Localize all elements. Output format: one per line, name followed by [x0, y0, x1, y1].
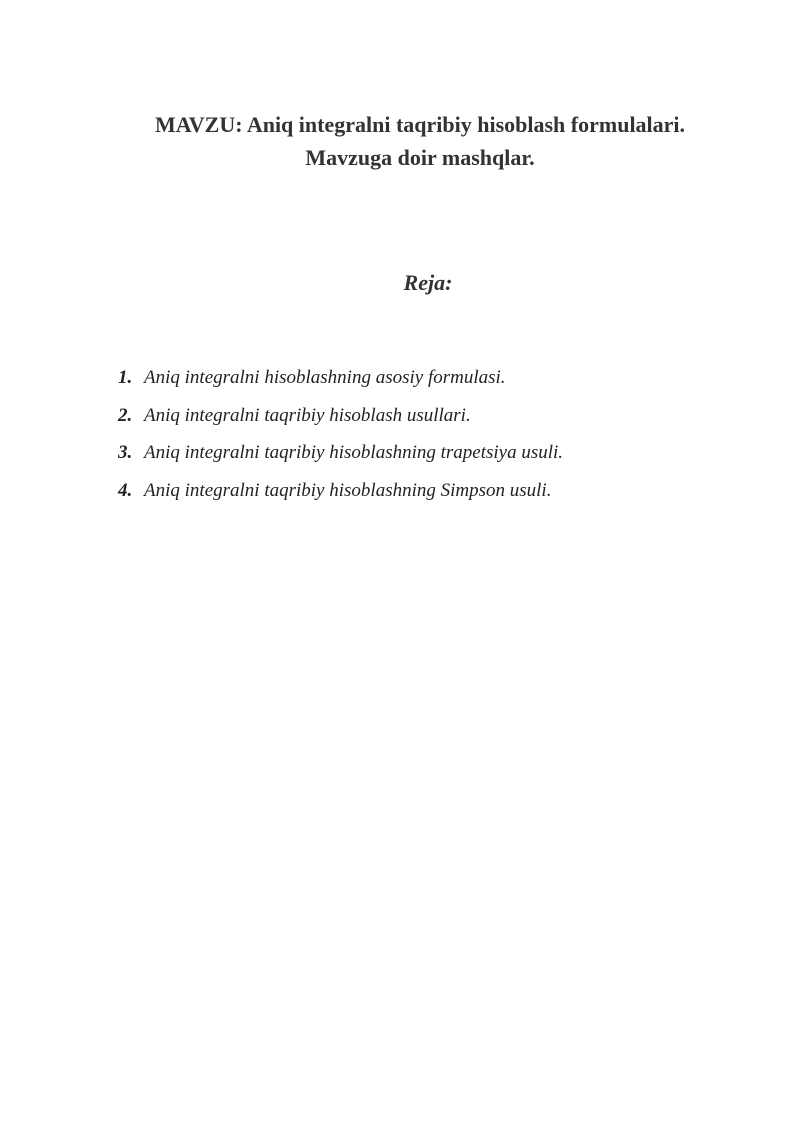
plan-heading: Reja: [403, 270, 453, 295]
plan-item-1 [118, 366, 738, 404]
plan-item-text: Aniq integralni taqribiy hisoblashning trapetsiya usuli. [144, 442, 564, 463]
plan-item-text: Aniq integralni taqribiy hisoblashning Simpson usuli. [144, 479, 552, 501]
plan-item-number: 4. [118, 479, 133, 501]
plan-item-4 [118, 479, 738, 517]
plan-item-number: 1. [118, 367, 133, 388]
plan-item-number: 2. [118, 404, 133, 426]
document-title-line2: Mavzuga doir mashqlar. [305, 145, 535, 170]
plan-item-text: Aniq integralni hisoblashning asosiy formulasi. [144, 367, 506, 388]
plan-item-2 [118, 404, 738, 442]
document-title-line1: MAVZU: Aniq integralni taqribiy hisoblash formulalari. [154, 112, 686, 137]
plan-item-text: Aniq integralni taqribiy hisoblash usullari. [144, 404, 471, 426]
plan-item-3 [118, 441, 738, 479]
plan-item-number: 3. [118, 442, 133, 463]
plan-list [118, 366, 738, 516]
